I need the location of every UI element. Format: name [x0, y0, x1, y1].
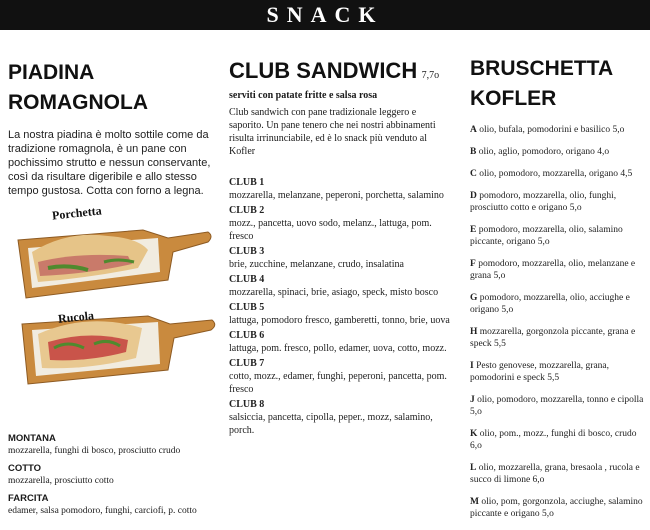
piadina-section — [8, 30, 220, 198]
item-desc: pomodoro, mozzarella, olio, salamino piccante, origano 5,o — [470, 225, 623, 247]
item-desc: mozzarella, funghi di bosco, prosciutto crudo — [8, 446, 181, 456]
item-desc: mozz., pancetta, uovo sodo, melanz., lattuga, pom. fresco — [229, 218, 432, 242]
item-letter: K — [470, 429, 478, 439]
item-letter: H — [470, 327, 478, 337]
item-name: CLUB 6 — [229, 330, 265, 341]
club-sandwich-section — [229, 30, 457, 439]
photo-label-rucola: Rucola — [57, 308, 95, 326]
list-item — [8, 493, 220, 517]
item-letter: D — [470, 191, 477, 201]
item-desc: mozzarella, spinaci, brie, asiago, speck, misto bosco — [229, 287, 439, 298]
list-item — [229, 357, 457, 396]
item-desc: cotto, mozz., edamer, funghi, peperoni, pancetta, pom. fresco — [229, 371, 447, 395]
list-item — [229, 273, 457, 299]
club-list — [229, 176, 457, 437]
item-desc: pomodoro, mozzarella, olio, funghi, prosciutto cotto e origano 5,o — [470, 191, 617, 213]
item-desc: Pesto genovese, mozzarella, grana, pomodorini e speck 5,5 — [470, 361, 610, 383]
club-subtitle: serviti con patate fritte e salsa rosa — [229, 90, 378, 101]
item-desc: salsiccia, pancetta, cipolla, peper., mozz, salamino, porch. — [229, 412, 433, 436]
list-item — [470, 258, 646, 282]
item-desc: olio, pom, gorgonzola, acciughe, salamino piccante e origano 5,o — [470, 497, 643, 519]
item-desc: olio, pomodoro, mozzarella, origano 4,5 — [479, 169, 633, 179]
item-desc: olio, bufala, pomodorini e basilico 5,o — [479, 125, 625, 135]
list-item — [470, 168, 646, 180]
list-item — [470, 394, 646, 418]
item-desc: mozzarella, melanzane, peperoni, porchetta, salamino — [229, 190, 444, 201]
item-desc: pomodoro, mozzarella, olio, melanzane e grana 5,o — [470, 259, 636, 281]
list-item — [470, 146, 646, 158]
item-name: CLUB 4 — [229, 274, 265, 285]
item-desc: mozzarella, prosciutto cotto — [8, 476, 114, 486]
list-item — [229, 204, 457, 243]
item-letter: J — [470, 395, 475, 405]
rucola-board — [22, 316, 215, 384]
list-item — [470, 224, 646, 248]
list-item — [8, 433, 220, 457]
item-name: FARCITA — [8, 493, 49, 504]
item-name: CLUB 3 — [229, 246, 265, 257]
item-name: CLUB 1 — [229, 177, 265, 188]
item-desc: brie, zucchine, melanzane, crudo, insalatina — [229, 259, 404, 270]
list-item — [229, 176, 457, 202]
bruschetta-list — [470, 124, 646, 520]
club-description: Club sandwich con pane tradizionale leggero e saporito. Un pane tenero che nei nostri abbinamenti risulta irrinunciabile, ed è lo snack più venduto al Kofler — [229, 107, 436, 157]
item-desc: olio, pom., mozz., funghi di bosco, crudo 6,o — [470, 429, 637, 451]
list-item — [229, 245, 457, 271]
item-letter: F — [470, 259, 476, 269]
piadina-title: PIADINA ROMAGNOLA — [8, 61, 148, 114]
item-desc: olio, pomodoro, mozzarella, tonno e cipolla 5,o — [470, 395, 644, 417]
item-letter: A — [470, 125, 477, 135]
list-item — [470, 496, 646, 520]
list-item — [470, 326, 646, 350]
list-item — [470, 462, 646, 486]
club-price: 7,7o — [421, 70, 440, 81]
club-title: CLUB SANDWICH — [229, 58, 418, 83]
porchetta-board — [18, 230, 211, 298]
item-desc: mozzarella, gorgonzola piccante, grana e speck 5,5 — [470, 327, 636, 349]
item-letter: E — [470, 225, 477, 235]
list-item — [470, 190, 646, 214]
list-item — [470, 292, 646, 316]
item-letter: C — [470, 169, 477, 179]
header-banner — [0, 0, 650, 30]
banner-title: SNACK — [266, 2, 384, 27]
list-item — [470, 428, 646, 452]
item-letter: L — [470, 463, 477, 473]
item-name: CLUB 7 — [229, 358, 265, 369]
item-desc: lattuga, pom. fresco, pollo, edamer, uova, cotto, mozz. — [229, 343, 447, 354]
item-desc: olio, aglio, pomodoro, origano 4,o — [478, 147, 610, 157]
item-name: CLUB 2 — [229, 205, 265, 216]
item-name: CLUB 5 — [229, 302, 265, 313]
item-desc: lattuga, pomodoro fresco, gamberetti, tonno, brie, uova — [229, 315, 450, 326]
item-letter: I — [470, 361, 474, 371]
list-item — [229, 398, 457, 437]
item-letter: M — [470, 497, 479, 507]
item-name: MONTANA — [8, 433, 56, 444]
piadina-description: La nostra piadina è molto sottile come da tradizione romagnola, è un pane con pochissimo strutto e nessun conservante, così da risultare digeribile e allo stesso tempo gustosa. Cotta con forno a legna. — [8, 129, 211, 197]
list-item — [229, 329, 457, 355]
bruschetta-title-line1: BRUSCHETTA — [470, 57, 614, 80]
item-letter: B — [470, 147, 477, 157]
club-heading — [229, 56, 457, 86]
item-name: CLUB 8 — [229, 399, 265, 410]
bruschetta-title-line2: KOFLER — [470, 87, 557, 110]
list-item — [229, 301, 457, 327]
item-desc: edamer, salsa pomodoro, funghi, carciofi, p. cotto — [8, 506, 197, 516]
photo-label-porchetta: Porchetta — [51, 203, 103, 223]
list-item — [8, 463, 220, 487]
bruschetta-section — [470, 30, 646, 530]
item-letter: G — [470, 293, 478, 303]
list-item — [470, 360, 646, 384]
item-desc: olio, mozzarella, grana, bresaola , rucola e succo di limone 6,o — [470, 463, 640, 485]
item-name: COTTO — [8, 463, 42, 474]
list-item — [470, 124, 646, 136]
piadina-items — [8, 433, 220, 523]
item-desc: pomodoro, mozzarella, olio, acciughe e origano 5,o — [470, 293, 630, 315]
piadina-photos — [8, 212, 220, 430]
